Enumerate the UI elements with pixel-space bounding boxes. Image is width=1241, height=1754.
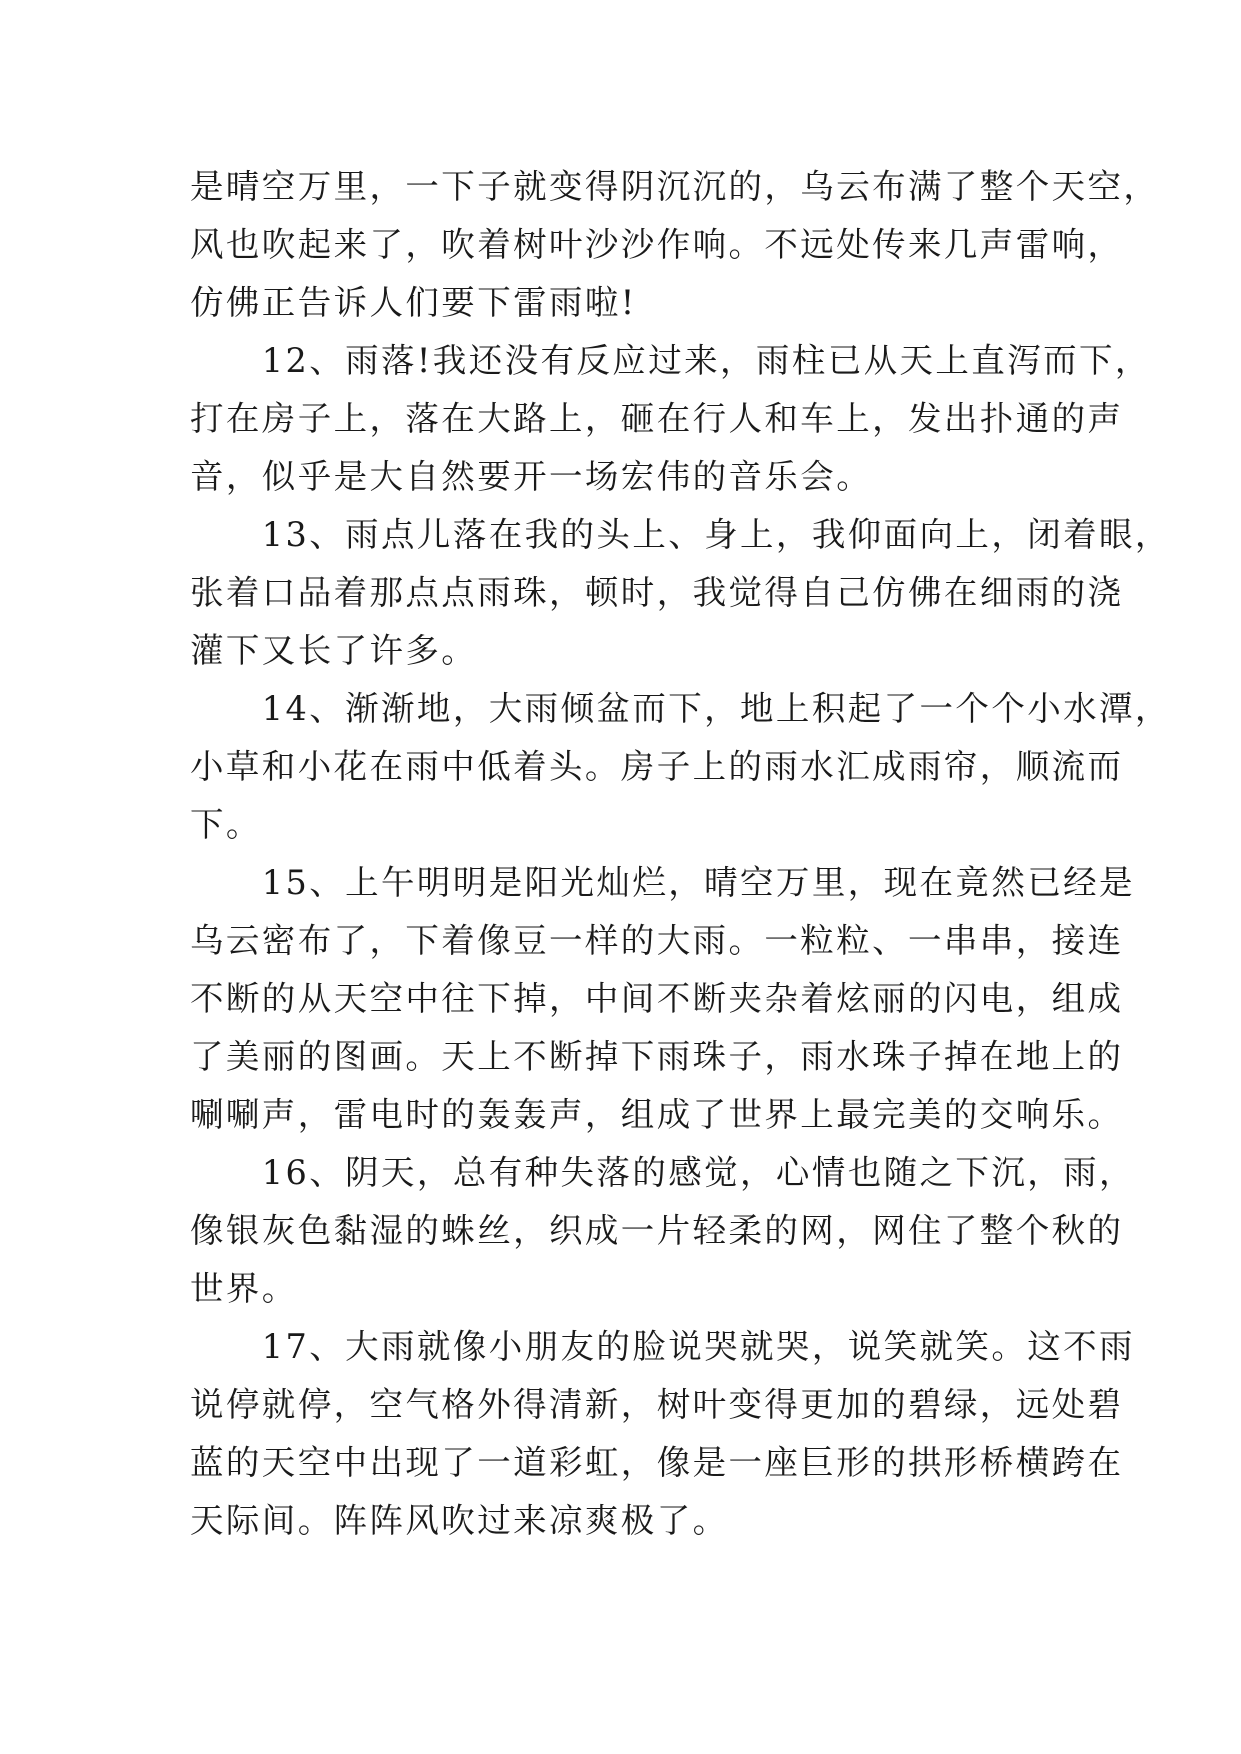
paragraph-16 xyxy=(190,1144,1135,1318)
text-line: 风也吹起来了，吹着树叶沙沙作响。不远处传来几声雷响， xyxy=(190,225,1124,264)
text-line: 乌云密布了，下着像豆一样的大雨。一粒粒、一串串，接连 xyxy=(190,921,1124,960)
paragraph-continuation xyxy=(190,158,1160,332)
text-line: 12、雨落!我还没有反应过来，雨柱已从天上直泻而下， xyxy=(190,341,1151,380)
text-line: 天际间。阵阵风吹过来凉爽极了。 xyxy=(190,1501,729,1540)
text-line: 下。 xyxy=(190,805,262,844)
text-line: 音，似乎是大自然要开一场宏伟的音乐会。 xyxy=(190,457,873,496)
text-line: 蓝的天空中出现了一道彩虹，像是一座巨形的拱形桥横跨在 xyxy=(190,1443,1124,1482)
text-line: 不断的从天空中往下掉，中间不断夹杂着炫丽的闪电，组成 xyxy=(190,979,1124,1018)
text-line: 张着口品着那点点雨珠，顿时，我觉得自己仿佛在细雨的浇 xyxy=(190,573,1124,612)
text-line: 16、阴天，总有种失落的感觉，心情也随之下沉，雨， xyxy=(190,1153,1135,1192)
text-line: 了美丽的图画。天上不断掉下雨珠子，雨水珠子掉在地上的 xyxy=(190,1037,1124,1076)
text-line: 17、大雨就像小朋友的脸说哭就哭，说笑就笑。这不雨 xyxy=(190,1327,1135,1366)
text-line: 唰唰声，雷电时的轰轰声，组成了世界上最完美的交响乐。 xyxy=(190,1095,1124,1134)
text-line: 15、上午明明是阳光灿烂，晴空万里，现在竟然已经是 xyxy=(190,863,1135,902)
paragraph-13 xyxy=(190,506,1171,680)
paragraph-14 xyxy=(190,680,1171,854)
text-line: 像银灰色黏湿的蛛丝，织成一片轻柔的网，网住了整个秋的 xyxy=(190,1211,1124,1250)
text-line: 说停就停，空气格外得清新，树叶变得更加的碧绿，远处碧 xyxy=(190,1385,1124,1424)
text-line: 14、渐渐地，大雨倾盆而下，地上积起了一个个小水潭， xyxy=(190,689,1171,728)
text-line: 灌下又长了许多。 xyxy=(190,631,478,670)
text-line: 13、雨点儿落在我的头上、身上，我仰面向上，闭着眼， xyxy=(190,515,1171,554)
document-body xyxy=(190,158,1171,1550)
paragraph-17 xyxy=(190,1318,1135,1550)
text-line: 世界。 xyxy=(190,1269,298,1308)
text-line: 仿佛正告诉人们要下雷雨啦! xyxy=(190,283,637,322)
text-line: 是晴空万里，一下子就变得阴沉沉的，乌云布满了整个天空， xyxy=(190,167,1160,206)
paragraph-15 xyxy=(190,854,1135,1144)
paragraph-12 xyxy=(190,332,1151,506)
text-line: 小草和小花在雨中低着头。房子上的雨水汇成雨帘，顺流而 xyxy=(190,747,1124,786)
text-line: 打在房子上，落在大路上，砸在行人和车上，发出扑通的声 xyxy=(190,399,1124,438)
